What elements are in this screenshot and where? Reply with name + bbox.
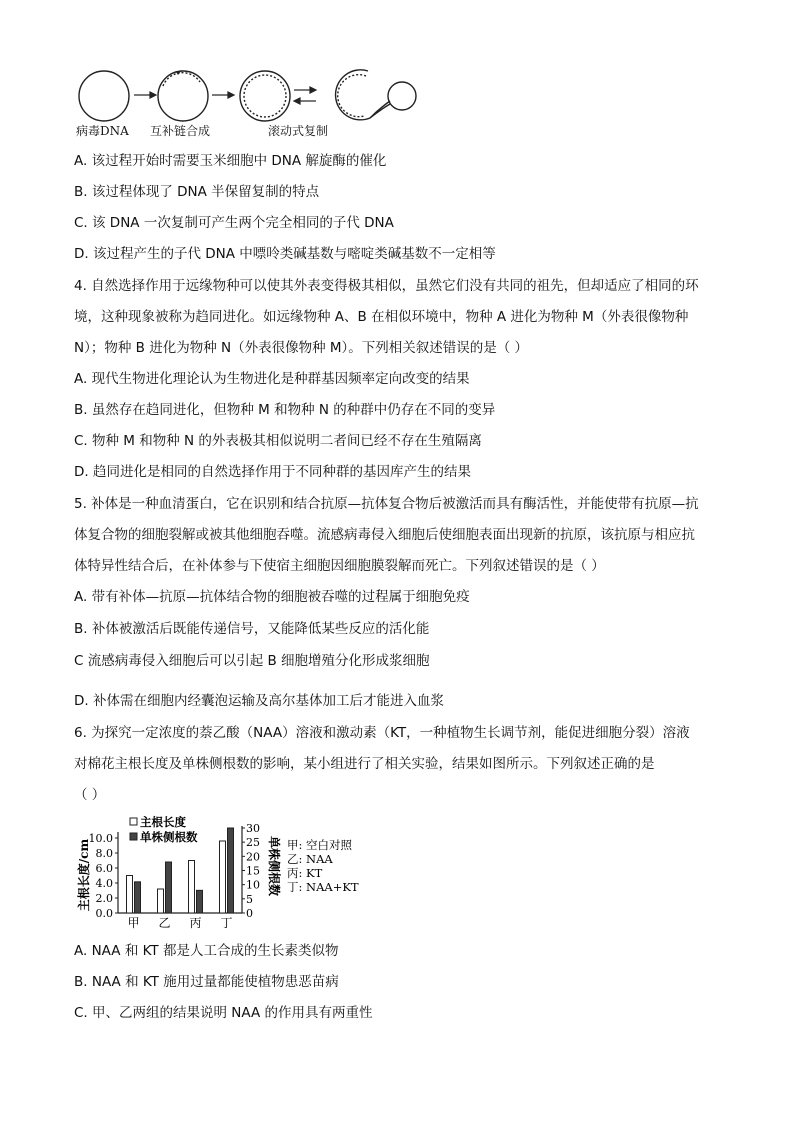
y-tick-label: 6.0 <box>95 862 113 875</box>
q5-option-a: A. 带有补体—抗原—抗体结合物的细胞被吞噬的过程属于细胞免疫 <box>74 589 470 605</box>
group-note: 甲: 空白对照 <box>287 838 353 852</box>
caption-viral-dna: 病毒DNA <box>76 124 129 138</box>
bar-root-length <box>127 876 133 914</box>
y-tick-label: 10.0 <box>88 832 113 845</box>
y2-tick-label: 5 <box>246 892 253 906</box>
caption-rolling: 滚动式复制 <box>268 124 329 138</box>
y-tick-label: 0.0 <box>95 907 113 920</box>
bar-root-length <box>158 889 164 913</box>
legend-swatch-root-length <box>130 818 137 825</box>
y2-tick-label: 25 <box>246 836 260 850</box>
viral-dna-circle <box>79 71 129 121</box>
y2-tick-label: 15 <box>246 864 260 878</box>
group-note: 丁: NAA+KT <box>287 880 359 894</box>
q4-option-a: A. 现代生物进化理论认为生物进化是种群基因频率定向改变的结果 <box>74 371 470 387</box>
q5-option-b: B. 补体被激活后既能传递信号，又能降低某些反应的活化能 <box>74 621 430 637</box>
q6-stem-line: 6. 为探究一定浓度的萘乙酸（NAA）溶液和激动素（KT，一种植物生长调节剂，能促进细胞分裂）溶液 <box>74 725 690 741</box>
y2-tick-label: 20 <box>246 850 260 864</box>
group-note: 乙: NAA <box>287 852 333 866</box>
rolling-circle-outer <box>240 71 290 121</box>
x-tick-label: 甲 <box>127 916 140 930</box>
q4-option-b: B. 虽然存在趋同进化，但物种 M 和物种 N 的种群中仍存在不同的变异 <box>74 402 496 418</box>
y2-tick-label: 10 <box>246 878 260 892</box>
rolling-circle-right-arc <box>336 70 390 120</box>
q4-stem-line: N）；物种 B 进化为物种 N（外表很像物种 M）。下列相关叙述错误的是（ ） <box>74 340 529 356</box>
y-tick-label: 2.0 <box>95 892 113 905</box>
q3-option-b: B. 该过程体现了 DNA 半保留复制的特点 <box>74 184 320 200</box>
arrow-right-icon <box>150 92 156 98</box>
bar-lateral-roots <box>197 890 203 913</box>
q4-stem-line: 境，这种现象被称为趋同进化。如远缘物种 A、B 在相似环境中，物种 A 进化为物种 M（外表很像物种 <box>74 309 689 325</box>
caption-complement: 互补链合成 <box>150 124 211 138</box>
bar-root-length <box>189 861 195 914</box>
q5-stem-line: 体复合物的细胞裂解或被其他细胞吞噬。流感病毒侵入细胞后使细胞表面出现新的抗原，该抗原与相应抗 <box>74 527 695 543</box>
q5-stem-line: 5. 补体是一种血清蛋白，它在识别和结合抗原—抗体复合物后被激活而具有酶活性，并能使带有抗原—抗 <box>74 496 699 512</box>
y2-axis-title: 单株侧根数 <box>267 835 281 897</box>
legend-swatch-lateral-roots <box>130 833 137 840</box>
y2-tick-label: 0 <box>246 907 253 920</box>
bar-lateral-roots <box>166 862 172 913</box>
x-tick-label: 丙 <box>189 916 202 930</box>
q6-stem-line: 对棉花主根长度及单株侧根数的影响，某小组进行了相关实验，结果如图所示。下列叙述正确的是 <box>74 756 655 772</box>
y2-tick-label: 30 <box>246 822 260 835</box>
bar-lateral-roots <box>135 882 141 913</box>
q6-option-b: B. NAA 和 KT 施用过量都能使植物患恶苗病 <box>74 974 339 990</box>
q5-option-c: C 流感病毒侵入细胞后可以引起 B 细胞增殖分化形成浆细胞 <box>74 653 430 669</box>
q3-option-a: A. 该过程开始时需要玉米细胞中 DNA 解旋酶的催化 <box>74 153 387 169</box>
complementary-synthesis-circle <box>158 71 208 121</box>
q3-option-c: C. 该 DNA 一次复制可产生两个完全相同的子代 DNA <box>74 215 394 231</box>
arrow-right-icon <box>228 92 234 98</box>
q4-option-d: D. 趋同进化是相同的自然选择作用于不同种群的基因库产生的结果 <box>74 464 471 480</box>
q6-option-a: A. NAA 和 KT 都是人工合成的生长素类似物 <box>74 943 339 959</box>
q4-stem-line: 4. 自然选择作用于远缘物种可以使其外表变得极其相似，虽然它们没有共同的祖先，但却适应了相同的环 <box>74 278 699 294</box>
rolling-circle-right-inner <box>338 75 366 117</box>
y-tick-label: 8.0 <box>95 847 113 860</box>
arrow-right-icon <box>310 87 316 93</box>
group-note: 丙: KT <box>287 866 323 880</box>
q5-option-d: D. 补体需在细胞内经囊泡运输及高尔基体加工后才能进入血浆 <box>74 693 444 709</box>
synthesis-dashed-arc <box>163 73 200 86</box>
legend-label: 主根长度 <box>140 815 186 829</box>
q3-option-d: D. 该过程产生的子代 DNA 中嘌呤类碱基数与嘧啶类碱基数不一定相等 <box>74 246 496 262</box>
q6-stem-line: （ ） <box>74 787 106 803</box>
legend-label: 单株侧根数 <box>140 830 198 844</box>
bar-lateral-roots <box>228 828 234 913</box>
released-strand-circle <box>388 82 416 110</box>
y-axis-title: 主根长度/cm <box>77 838 91 912</box>
bar-root-length <box>220 841 226 913</box>
y-tick-label: 4.0 <box>95 877 113 890</box>
q5-stem-line: 体特异性结合后，在补体参与下使宿主细胞因细胞膜裂解而死亡。下列叙述错误的是（ ） <box>74 558 605 574</box>
x-tick-label: 丁 <box>220 916 233 930</box>
rolling-circle-inner <box>244 75 286 117</box>
q6-option-c: C. 甲、乙两组的结果说明 NAA 的作用具有两重性 <box>74 1005 373 1021</box>
q4-option-c: C. 物种 M 和物种 N 的外表极其相似说明二者间已经不存在生殖隔离 <box>74 433 482 449</box>
x-tick-label: 乙 <box>158 916 171 930</box>
arrow-left-icon <box>294 98 300 104</box>
